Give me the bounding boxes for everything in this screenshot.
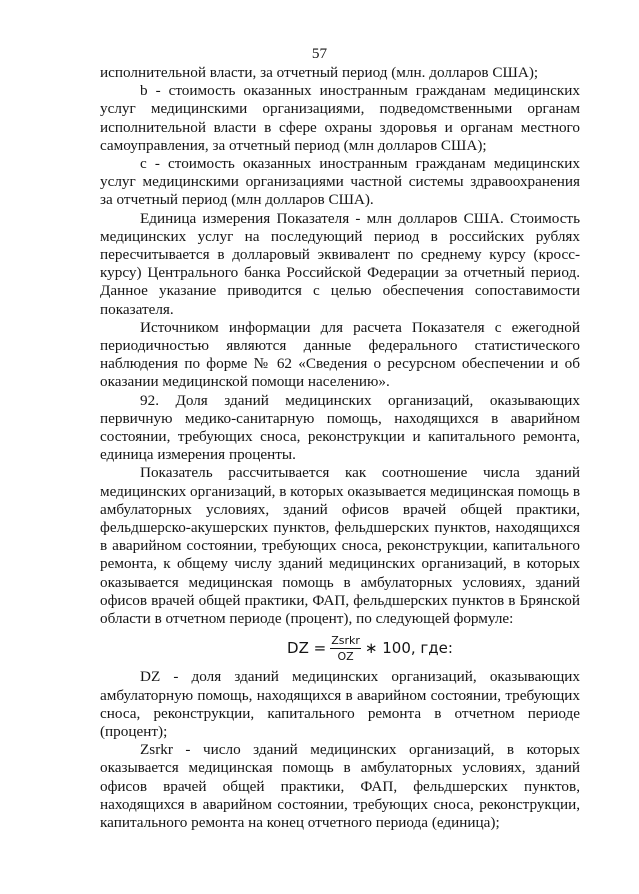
formula — [160, 628, 580, 668]
formula-denominator: OZ — [337, 649, 354, 663]
paragraph-unit-of-measure: Единица измерения Показателя - млн долларов США. Стоимость медицинских услуг на последующий период в российских рублях пересчитывается в долларовый эквивалент по среднему курсу (кросс-курсу) Центрального банка Российской Федерации за отчетный период. Данное указание приводится с целью обеспечения сопоставимости показателя. — [100, 209, 580, 318]
paragraph-item-92: 92. Доля зданий медицинских организаций, оказывающих первичную медико-санитарную помощь, находящихся в аварийном состоянии, требующих сноса, реконструкции и капитального ремонта, единица измерения проценты. — [100, 391, 580, 464]
paragraph-c-definition: c - стоимость оказанных иностранным гражданам медицинских услуг медицинскими организациями частной системы здравоохранения за отчетный период (млн долларов США). — [100, 155, 580, 209]
paragraph-continuation: исполнительной власти, за отчетный период (млн. долларов США); — [100, 64, 539, 81]
formula-lhs: DZ = — [287, 639, 327, 658]
paragraph-zsrkr-definition: Zsrkr - число зданий медицинских организаций, в которых оказывается медицинская помощь в амбулаторных условиях, зданий офисов врачей общей практики, ФАП, фельдшерских пунктов, находящихся в аварийном состоянии, требующих сноса, реконструкции, капитального ремонта на конец отчетного периода (единица); — [100, 741, 580, 831]
formula-rhs: ∗ 100, где: — [364, 639, 453, 658]
paragraph-calculation: Показатель рассчитывается как соотношение числа зданий медицинских организаций, в которых оказывается медицинская помощь в амбулаторных условиях, зданий офисов врачей общей практики, фельдшерско-акушерских пунктов, фельдшерских пунктов, находящихся в аварийном состоянии, требующих сноса, реконструкции, капитального ремонта, к общему числу зданий медицинских организаций, в которых оказывается медицинская помощь в амбулаторных условиях, зданий офисов врачей общей практики, ФАП, фельдшерских пунктов в Брянской области в отчетном периоде (процент), по следующей формуле: — [100, 464, 580, 628]
document-body — [100, 64, 580, 832]
paragraph-data-source: Источником информации для расчета Показателя с ежегодной периодичностью являются данные федерального статистического наблюдения по форме № 62 «Сведения о ресурсном обеспечении и об оказании медицинской помощи населению». — [100, 318, 580, 391]
paragraph-dz-definition: DZ - доля зданий медицинских организаций, оказывающих амбулаторную помощь, находящихся в аварийном состоянии, требующих сноса, реконструкции, капитального ремонта в отчетном периоде (процент); — [100, 668, 580, 740]
paragraph-b-definition: b - стоимость оказанных иностранным гражданам медицинских услуг медицинскими организациями, подведомственными органам исполнительной власти в сфере охраны здоровья и органам местного самоуправления, за отчетный период (млн долларов США); — [100, 82, 580, 154]
formula-fraction — [330, 634, 361, 663]
page-number: 57 — [311, 45, 328, 62]
formula-numerator: Zsrkr — [331, 633, 360, 647]
